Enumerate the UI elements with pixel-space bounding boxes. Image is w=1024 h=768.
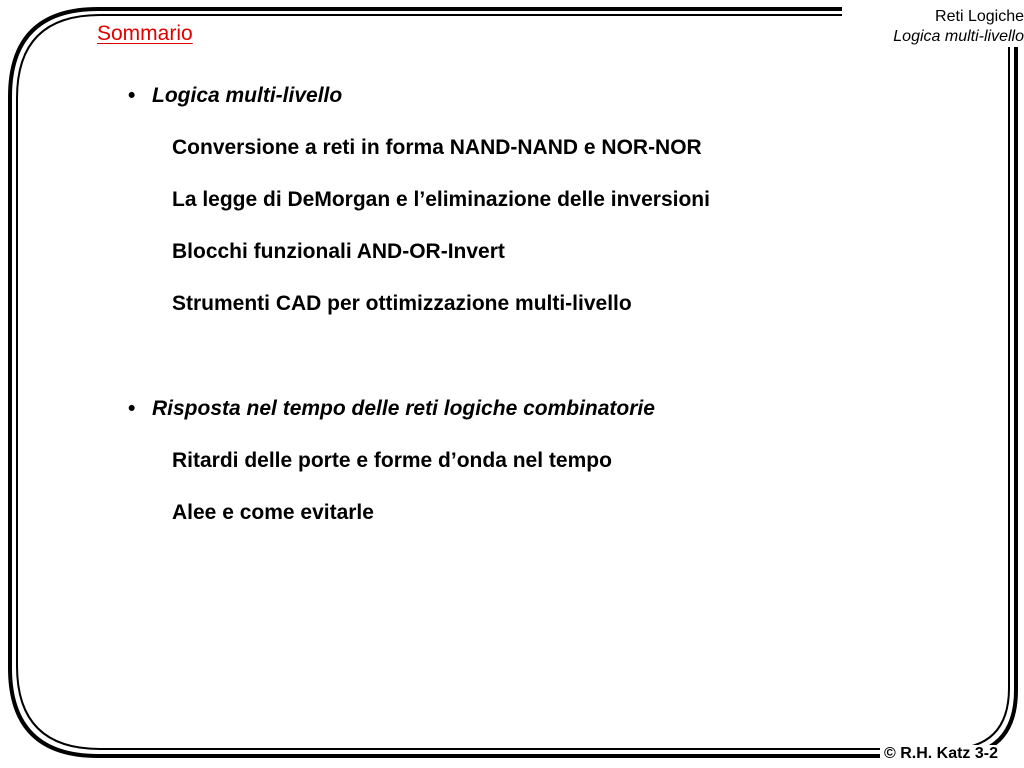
list-item: Conversione a reti in forma NAND-NAND e NOR-NOR <box>172 136 702 159</box>
list-item: Ritardi delle porte e forme d’onda nel tempo <box>172 449 612 472</box>
list-item: Blocchi funzionali AND-OR-Invert <box>172 240 505 263</box>
section-heading <box>128 397 655 421</box>
section-heading-text: Logica multi-livello <box>152 84 343 107</box>
list-item: Alee e come evitarle <box>172 501 374 524</box>
section-heading-text: Risposta nel tempo delle reti logiche combinatorie <box>152 397 655 420</box>
bullet-icon: • <box>128 84 136 107</box>
frame-outer-border <box>10 9 1016 756</box>
section-heading <box>128 84 342 108</box>
footer-copyright: © R.H. Katz 3-2 <box>880 745 1002 763</box>
slide-title: Sommario <box>97 22 193 45</box>
course-name: Reti Logiche <box>935 8 1024 25</box>
list-item: Strumenti CAD per ottimizzazione multi-livello <box>172 292 632 315</box>
bullet-icon: • <box>128 397 136 420</box>
course-subtitle: Logica multi-livello <box>893 28 1024 45</box>
header-course-info <box>842 7 1024 47</box>
frame-inner-border <box>17 15 1009 749</box>
list-item: La legge di DeMorgan e l’eliminazione delle inversioni <box>172 188 710 211</box>
